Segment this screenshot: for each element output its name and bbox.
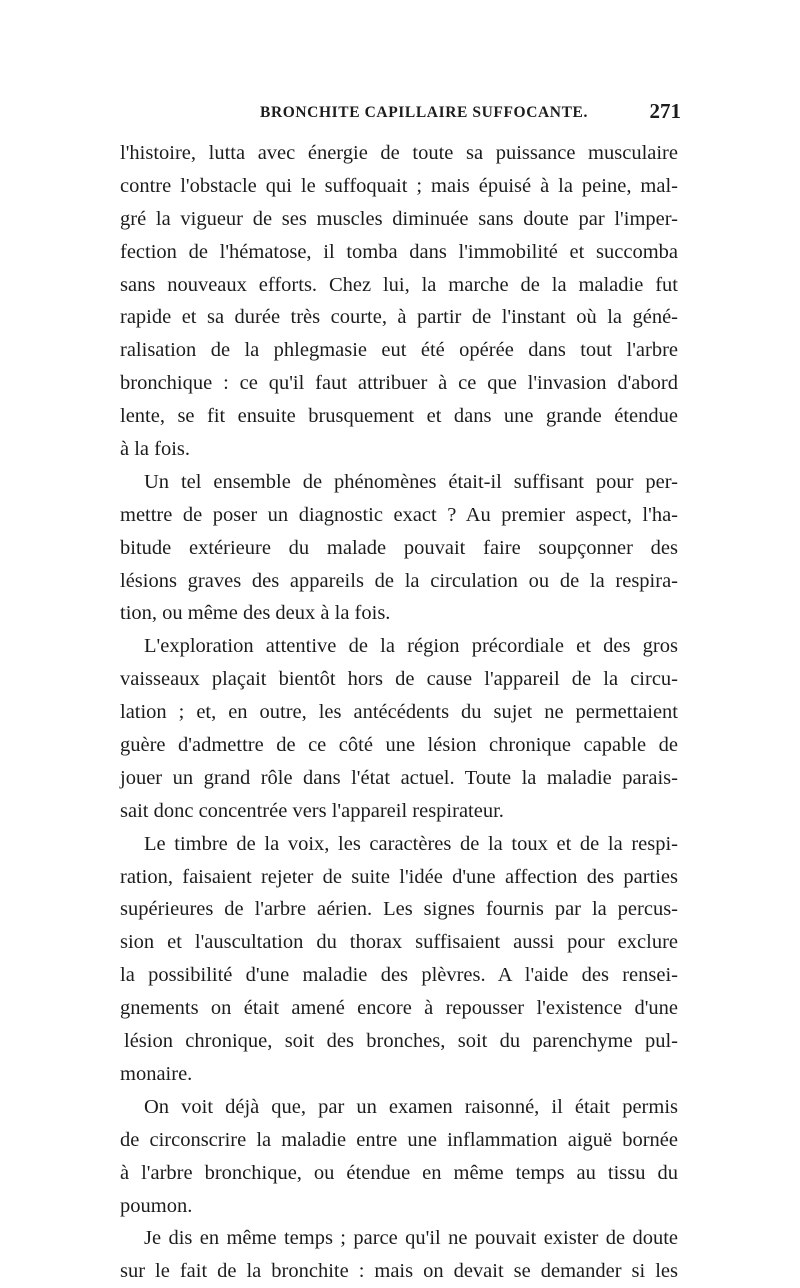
text-line: à la fois. bbox=[120, 438, 191, 461]
text-line: l'histoire, lutta avec énergie de toute sa puissance musculaire bbox=[120, 142, 678, 164]
text-line: fection de l'hématose, il tomba dans l'immobilité et succomba bbox=[120, 240, 678, 263]
text-line: Le timbre de la voix, les caractères de la toux et de la respi- bbox=[144, 832, 678, 855]
text-line: L'exploration attentive de la région précordiale et des gros bbox=[144, 635, 678, 658]
text-line: bitude extérieure du malade pouvait faire soupçonner des bbox=[120, 536, 678, 559]
text-line: Un tel ensemble de phénomènes était-il suffisant pour per- bbox=[144, 470, 678, 493]
text-line: sion et l'auscultation du thorax suffisaient aussi pour exclure bbox=[120, 931, 678, 954]
text-line: sur le fait de la bronchite : mais on devait se demander si les bbox=[120, 1260, 678, 1283]
body-text bbox=[120, 137, 678, 1288]
text-line: ralisation de la phlegmasie eut été opérée dans tout l'arbre bbox=[120, 339, 678, 362]
text-line: sans nouveaux efforts. Chez lui, la marche de la maladie fut bbox=[120, 273, 678, 296]
text-line: gré la vigueur de ses muscles diminuée sans doute par l'imper- bbox=[120, 207, 678, 230]
text-line: bronchique : ce qu'il faut attribuer à ce que l'invasion d'abord bbox=[120, 372, 678, 395]
text-line: lation ; et, en outre, les antécédents du sujet ne permettaient bbox=[120, 701, 678, 724]
running-head bbox=[120, 99, 685, 128]
text-line: guère d'admettre de ce côté une lésion chronique capable de bbox=[120, 734, 678, 757]
text-line: gnements on était amené encore à repousser l'existence d'une bbox=[120, 997, 678, 1020]
text-line: tion, ou même des deux à la fois. bbox=[120, 602, 391, 625]
text-line: lésions graves des appareils de la circulation ou de la respira- bbox=[120, 569, 678, 592]
text-line: contre l'obstacle qui le suffoquait ; mais épuisé à la peine, mal- bbox=[120, 174, 678, 197]
text-line: de circonscrire la maladie entre une inflammation aiguë bornée bbox=[120, 1128, 678, 1151]
text-line: On voit déjà que, par un examen raisonné, il était permis bbox=[144, 1095, 678, 1118]
text-line: sait donc concentrée vers l'appareil respirateur. bbox=[120, 799, 504, 822]
text-line: poumon. bbox=[120, 1194, 193, 1217]
page-number: 271 bbox=[649, 99, 681, 123]
text-line: lente, se fit ensuite brusquement et dans une grande étendue bbox=[120, 405, 678, 428]
text-line: rapide et sa durée très courte, à partir de l'instant où la géné- bbox=[120, 306, 678, 329]
text-line: monaire. bbox=[120, 1062, 193, 1085]
text-line: la possibilité d'une maladie des plèvres. A l'aide des rensei- bbox=[120, 964, 678, 987]
text-line: à l'arbre bronchique, ou étendue en même temps au tissu du bbox=[120, 1161, 678, 1184]
text-line: ration, faisaient rejeter de suite l'idée d'une affection des parties bbox=[120, 865, 678, 888]
text-line: supérieures de l'arbre aérien. Les signes fournis par la percus- bbox=[120, 898, 678, 921]
running-title: BRONCHITE CAPILLAIRE SUFFOCANTE. bbox=[260, 104, 588, 121]
text-line: jouer un grand rôle dans l'état actuel. Toute la maladie parais- bbox=[120, 766, 678, 789]
text-line: mettre de poser un diagnostic exact ? Au premier aspect, l'ha- bbox=[120, 503, 678, 526]
text-line: Je dis en même temps ; parce qu'il ne pouvait exister de doute bbox=[144, 1227, 678, 1250]
text-line: lésion chronique, soit des bronches, soit du parenchyme pul- bbox=[124, 1030, 678, 1053]
text-line: vaisseaux plaçait bientôt hors de cause l'appareil de la circu- bbox=[120, 668, 678, 691]
